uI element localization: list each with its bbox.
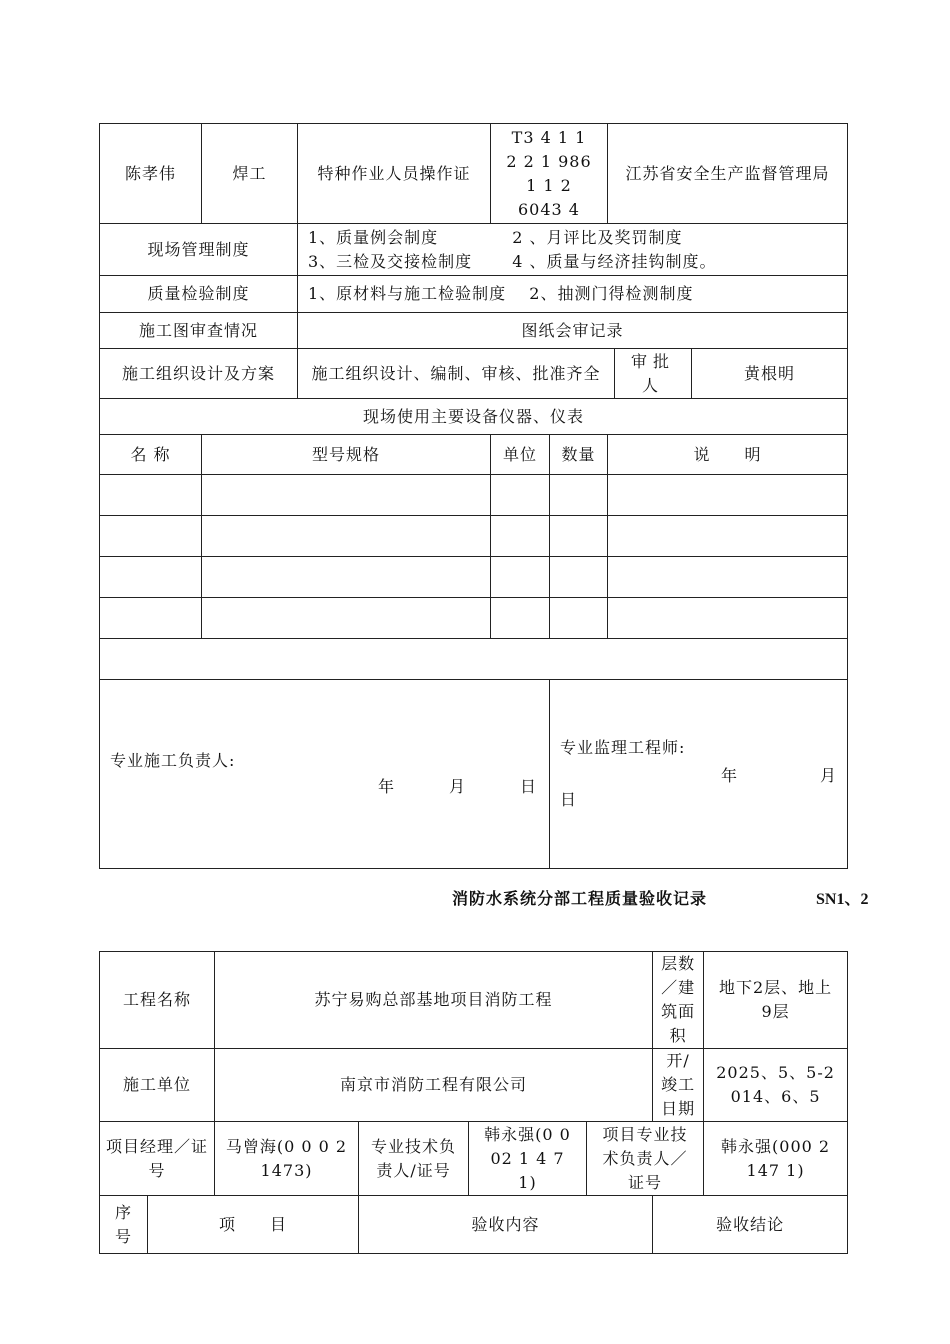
approver-label: 审批人: [615, 349, 692, 399]
date-month: 月: [819, 766, 837, 785]
project-name-label: 工程名称: [100, 952, 215, 1049]
table-row: [100, 475, 848, 516]
pm-value: 马曾海(0 0 0 21473): [215, 1122, 359, 1196]
date-year: 年: [377, 777, 395, 796]
site-management-line: 3、三检及交接检制度 4 、质量与经济挂钩制度。: [308, 251, 717, 271]
subsection-code: SN1、2: [816, 891, 869, 908]
cert-number: [491, 124, 608, 224]
date-day: 日: [560, 790, 578, 809]
cell-note: [608, 598, 848, 639]
proj-tech-label: 项目专业技术负责人／证号: [587, 1122, 704, 1196]
cell-note: [608, 516, 848, 557]
contractor-date: [110, 775, 539, 799]
cert-number-line: 2 2 1 986: [506, 151, 592, 171]
contractor-signature-label: 专业施工负责人:: [110, 751, 236, 770]
cell-unit: [491, 516, 550, 557]
cert-type: 特种作业人员操作证: [298, 124, 491, 224]
col-header-qty: 数量: [550, 435, 608, 475]
seq-header: 序号: [100, 1196, 148, 1254]
blank-row: [100, 639, 848, 680]
content-header: 验收内容: [359, 1196, 653, 1254]
pm-label: 项目经理／证号: [100, 1122, 215, 1196]
cell-model: [202, 557, 491, 598]
col-header-model: 型号规格: [202, 435, 491, 475]
quality-inspection-label: 质量检验制度: [100, 276, 298, 313]
cert-number-line: T3 4 1 1: [511, 127, 587, 147]
responsible-row: [100, 1122, 848, 1196]
tech-lead-label: 专业技术负责人/证号: [359, 1122, 469, 1196]
person-name: 陈孝伟: [100, 124, 202, 224]
cell-unit: [491, 557, 550, 598]
table-row: [100, 557, 848, 598]
supervisor-signature-label: 专业监理工程师:: [560, 738, 686, 757]
cell-qty: [550, 598, 608, 639]
drawing-review-row: [100, 313, 848, 349]
col-header-name: 名 称: [100, 435, 202, 475]
cell-model: [202, 516, 491, 557]
person-trade: 焊工: [202, 124, 298, 224]
quality-inspection-row: [100, 276, 848, 313]
acceptance-header-row: [100, 1196, 848, 1254]
cell-unit: [491, 475, 550, 516]
construction-design-row: [100, 349, 848, 399]
cell-name: [100, 598, 202, 639]
cell-unit: [491, 598, 550, 639]
date-year: 年: [720, 766, 738, 785]
approver-name: 黄根明: [692, 349, 848, 399]
cell-name: [100, 475, 202, 516]
item-header: 项 目: [148, 1196, 359, 1254]
site-management-row: [100, 224, 848, 276]
col-header-note: 说 明: [608, 435, 848, 475]
project-name-row: [100, 952, 848, 1049]
cell-qty: [550, 557, 608, 598]
cell-model: [202, 475, 491, 516]
supervisor-date: [560, 764, 837, 788]
contractor-label: 施工单位: [100, 1049, 215, 1122]
personnel-row: [100, 124, 848, 224]
tech-lead-value: 韩永强(0 0 02 1 4 7 1): [469, 1122, 587, 1196]
floors-value: 地下2层、地上9层: [704, 952, 848, 1049]
cert-number-line: 6043 4: [518, 199, 580, 219]
blank-cell: [100, 639, 848, 680]
contractor-row: [100, 1049, 848, 1122]
cell-note: [608, 557, 848, 598]
acceptance-record-table: [99, 951, 848, 1254]
drawing-review-content: 图纸会审记录: [298, 313, 848, 349]
equipment-title-row: [100, 399, 848, 435]
site-management-content: [298, 224, 848, 276]
cell-name: [100, 557, 202, 598]
equipment-header-row: [100, 435, 848, 475]
signature-row: [100, 680, 848, 869]
cell-name: [100, 516, 202, 557]
dates-value: 2025、5、5-2014、6、5: [704, 1049, 848, 1122]
cell-model: [202, 598, 491, 639]
col-header-unit: 单位: [491, 435, 550, 475]
drawing-review-label: 施工图审查情况: [100, 313, 298, 349]
project-name: 苏宁易购总部基地项目消防工程: [215, 952, 653, 1049]
cert-number-line: 1 1 2: [526, 175, 572, 195]
cell-qty: [550, 475, 608, 516]
contractor-signature-cell: [100, 680, 550, 869]
date-day: 日: [519, 777, 537, 796]
subsection-title: 消防水系统分部工程质量验收记录: [452, 889, 708, 908]
proj-tech-value: 韩永强(000 2 147 1): [704, 1122, 848, 1196]
site-management-line: 1、质量例会制度 2 、月评比及奖罚制度: [308, 227, 683, 247]
supervisor-signature-cell: [550, 680, 848, 869]
construction-design-label: 施工组织设计及方案: [100, 349, 298, 399]
cert-issuer: 江苏省安全生产监督管理局: [608, 124, 848, 224]
construction-design-content: 施工组织设计、编制、审核、批准齐全: [298, 349, 615, 399]
floors-label: 层数／建筑面积: [653, 952, 704, 1049]
table-row: [100, 598, 848, 639]
table-row: [100, 516, 848, 557]
quality-inspection-content: 1、原材料与施工检验制度 2、抽测门得检测制度: [298, 276, 848, 313]
contractor-name: 南京市消防工程有限公司: [215, 1049, 653, 1122]
cell-note: [608, 475, 848, 516]
equipment-section-title: 现场使用主要设备仪器、仪表: [100, 399, 848, 435]
cell-qty: [550, 516, 608, 557]
site-management-label: 现场管理制度: [100, 224, 298, 276]
personnel-equipment-table: [99, 123, 848, 869]
dates-label: 开/竣工日期: [653, 1049, 704, 1122]
conclusion-header: 验收结论: [653, 1196, 848, 1254]
date-month: 月: [448, 777, 466, 796]
